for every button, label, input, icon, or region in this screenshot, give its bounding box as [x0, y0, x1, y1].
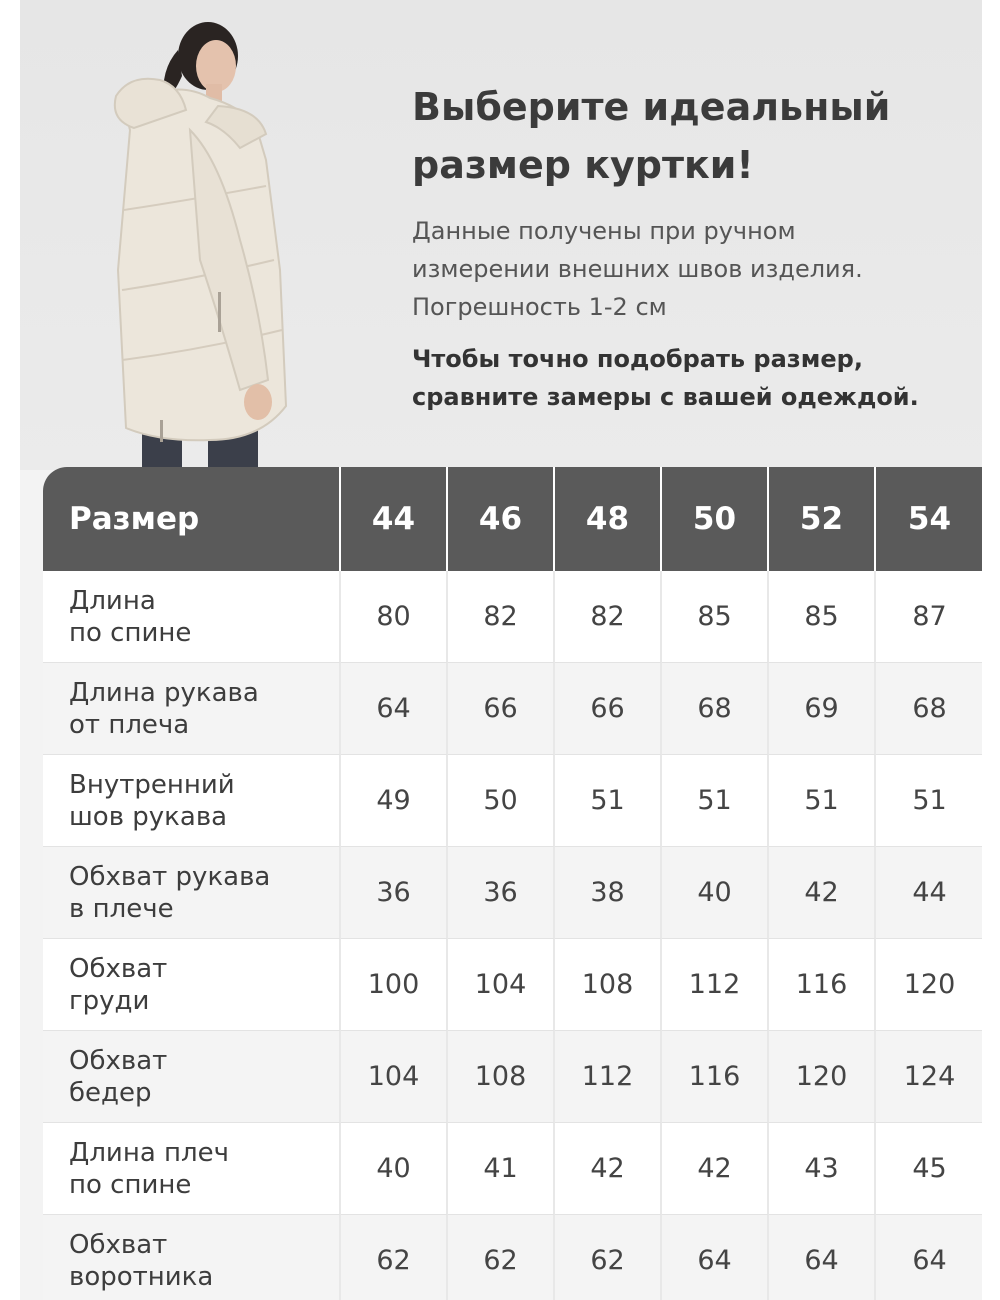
- measurement-label: [43, 755, 341, 847]
- measurement-value: 66: [448, 663, 555, 755]
- measurement-value: 36: [448, 847, 555, 939]
- measurement-label-line: от плеча: [69, 709, 190, 740]
- measurement-value: 43: [769, 1123, 876, 1215]
- headline-line-2: размер куртки!: [412, 143, 754, 187]
- measurement-value: 44: [876, 847, 982, 939]
- size-header-row: [43, 467, 982, 571]
- measurement-value: 82: [448, 571, 555, 663]
- measurement-value: 36: [341, 847, 448, 939]
- measurement-label-line: груди: [69, 985, 150, 1016]
- measurement-label-line: Обхват рукава: [69, 861, 271, 892]
- measurement-value: 82: [555, 571, 662, 663]
- measurement-label-line: бедер: [69, 1077, 152, 1108]
- measurement-value: 85: [662, 571, 769, 663]
- measurement-label-line: по спине: [69, 1169, 192, 1200]
- measurement-value: 104: [448, 939, 555, 1031]
- measurement-value: 116: [662, 1031, 769, 1123]
- headline-line-1: Выберите идеальный: [412, 85, 891, 129]
- measurement-note: [412, 212, 972, 326]
- measurement-value: 100: [341, 939, 448, 1031]
- measurement-value: 49: [341, 755, 448, 847]
- fit-advice: [412, 340, 982, 416]
- table-row: [43, 1215, 982, 1300]
- table-row: [43, 663, 982, 755]
- measurement-value: 68: [662, 663, 769, 755]
- measurement-value: 51: [662, 755, 769, 847]
- measurement-value: 64: [341, 663, 448, 755]
- measurement-value: 51: [769, 755, 876, 847]
- measurement-value: 66: [555, 663, 662, 755]
- size-header-label: Размер: [43, 467, 341, 571]
- measurement-label: [43, 663, 341, 755]
- measurement-value: 108: [555, 939, 662, 1031]
- size-header-cell: 48: [555, 467, 662, 571]
- measurement-value: 64: [769, 1215, 876, 1300]
- measurement-label: [43, 1031, 341, 1123]
- measurement-value: 120: [769, 1031, 876, 1123]
- measurement-label-line: Длина: [69, 585, 156, 616]
- measurement-value: 87: [876, 571, 982, 663]
- model-photo: [90, 10, 310, 472]
- measurement-value: 40: [341, 1123, 448, 1215]
- measurement-value: 42: [769, 847, 876, 939]
- measurement-label-line: Длина рукава: [69, 677, 259, 708]
- note-line-1: Данные получены при ручном: [412, 217, 796, 245]
- table-row: [43, 1031, 982, 1123]
- measurement-label-line: Длина плеч: [69, 1137, 229, 1168]
- measurement-value: 69: [769, 663, 876, 755]
- measurement-value: 80: [341, 571, 448, 663]
- measurement-label-line: Обхват: [69, 1229, 168, 1260]
- measurement-label: [43, 939, 341, 1031]
- measurement-value: 50: [448, 755, 555, 847]
- measurement-label: [43, 1123, 341, 1215]
- measurement-value: 85: [769, 571, 876, 663]
- measurement-value: 116: [769, 939, 876, 1031]
- measurement-value: 42: [662, 1123, 769, 1215]
- cta-line-2: сравните замеры с вашей одеждой.: [412, 383, 919, 411]
- measurement-value: 42: [555, 1123, 662, 1215]
- cta-line-1: Чтобы точно подобрать размер,: [412, 345, 863, 373]
- measurement-value: 68: [876, 663, 982, 755]
- measurement-value: 51: [876, 755, 982, 847]
- headline: [412, 78, 972, 194]
- measurement-value: 62: [341, 1215, 448, 1300]
- size-header-cell: 44: [341, 467, 448, 571]
- measurement-label-line: шов рукава: [69, 801, 228, 832]
- measurement-label: [43, 571, 341, 663]
- measurement-label: [43, 847, 341, 939]
- measurement-value: 45: [876, 1123, 982, 1215]
- measurement-value: 124: [876, 1031, 982, 1123]
- measurement-value: 64: [662, 1215, 769, 1300]
- measurement-value: 104: [341, 1031, 448, 1123]
- size-header-cell: 54: [876, 467, 982, 571]
- measurement-label-line: воротника: [69, 1261, 214, 1292]
- measurement-value: 112: [555, 1031, 662, 1123]
- measurement-value: 38: [555, 847, 662, 939]
- table-row: [43, 571, 982, 663]
- measurement-value: 112: [662, 939, 769, 1031]
- measurement-value: 41: [448, 1123, 555, 1215]
- table-row: [43, 939, 982, 1031]
- measurement-value: 62: [448, 1215, 555, 1300]
- table-row: [43, 847, 982, 939]
- measurement-value: 108: [448, 1031, 555, 1123]
- note-line-3: Погрешность 1-2 см: [412, 293, 667, 321]
- measurement-value: 64: [876, 1215, 982, 1300]
- measurement-value: 40: [662, 847, 769, 939]
- measurement-value: 120: [876, 939, 982, 1031]
- size-header-cell: 46: [448, 467, 555, 571]
- table-row: [43, 1123, 982, 1215]
- measurement-value: 62: [555, 1215, 662, 1300]
- size-header-cell: 50: [662, 467, 769, 571]
- size-chart-card: [20, 0, 982, 1300]
- measurement-label-line: по спине: [69, 617, 192, 648]
- measurement-label-line: Обхват: [69, 953, 168, 984]
- measurement-label: [43, 1215, 341, 1300]
- measurement-label-line: Внутренний: [69, 769, 235, 800]
- size-header-cell: 52: [769, 467, 876, 571]
- note-line-2: измерении внешних швов изделия.: [412, 255, 863, 283]
- measurement-label-line: Обхват: [69, 1045, 168, 1076]
- measurement-value: 51: [555, 755, 662, 847]
- measurement-label-line: в плече: [69, 893, 174, 924]
- size-table: [43, 467, 982, 1300]
- table-row: [43, 755, 982, 847]
